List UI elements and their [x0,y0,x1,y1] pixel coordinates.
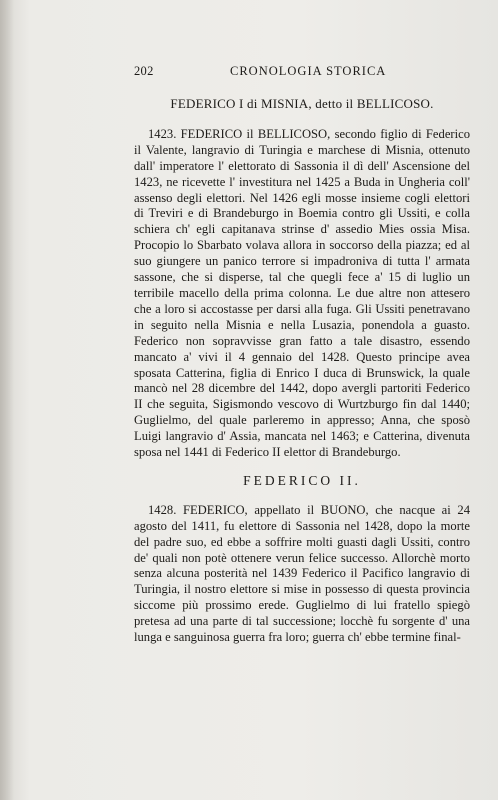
page-number: 202 [134,64,154,78]
section-title-federico-ii: FEDERICO II. [243,472,361,488]
section-body-federico-i: 1423. FEDERICO il BELLICOSO, secondo figlio di Federico il Valente, langravio di Turingia e marchese di Misnia, ottenuto dall' imperatore l' elettorato di Sassonia il dì dell' Ascensione del 1423, ne ricevette l' investitura nel 1425 a Buda in Ungheria coll' assenso degli elettori. Nel 1426 egli mosse insieme cogli elettori di Treviri e di Brandeburgo in Boemia contro gli Ussiti, e colla schiera ch' egli capitanava strinse d' assedio Mies ossia Misa. Procopio lo Sbarbato volava allora in soccorso della piazza; ed al suo giungere un panico terrore si impadroniva di tutta l' armata sassone, che si disperse, tal che quegli fece a' 15 di luglio un terribile macello della prima colonna. Le due altre non attesero che a loro si accostasse per darsi alla fuga. Gli Ussiti penetravano in seguito nella Misnia e nella Lusazia, ponendola a guasto. Federico non sopravvisse gran fatto a tale disastro, essendo mancato a' vivi il 4 gennaio del 1428. Questo principe avea sposata Catterina, figlia di Enrico I duca di Brunswick, la quale mancò nel 28 dicembre del 1442, dopo avergli partoriti Federico II che seguita, Sigismondo vescovo di Wurtzburgo fin dal 1440; Guglielmo, del quale parleremo in appresso; Anna, che sposò Luigi langravio d' Assia, mancata nel 1463; e Catterina, divenuta sposa nel 1441 di Federico II elettor di Brandeburgo. [134,126,470,460]
section-title-federico-i: FEDERICO I di MISNIA, detto il BELLICOSO. [170,96,434,111]
page-body [134,96,470,646]
section-body-federico-ii: 1428. FEDERICO, appellato il BUONO, che nacque ai 24 agosto del 1411, fu elettore di Sassonia nel 1428, dopo la morte del padre suo, ed ebbe a soffrire molti guasti dagli Ussiti, contro de' quali non potè ottenere verun felice successo. Allorchè morto senza alcuna posterità nel 1439 Federico il Pacifico langravio di Turingia, il nostro elettore si mise in possesso di questa provincia siccome più prossimo erede. Guglielmo di lui fratello spiegò pretesa ad una parte di tal successione; locchè fu sorgente d' una lunga e sanguinosa guerra fra loro; guerra ch' ebbe termine final- [134,502,470,645]
running-title: CRONOLOGIA STORICA [230,64,387,78]
